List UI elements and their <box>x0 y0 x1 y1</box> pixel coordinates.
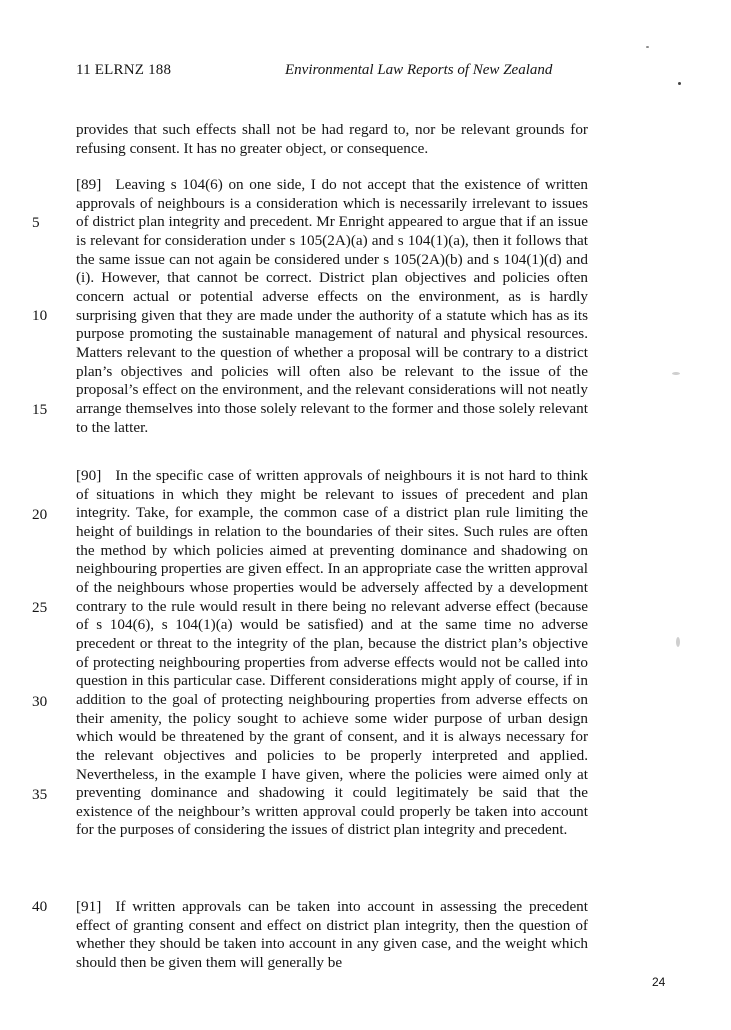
line-number: 15 <box>32 401 48 418</box>
paragraph-text: If written approvals can be taken into account in assessing the precedent effect of granting consent and effect on district plan integrity, then the question of whether they should be taken into account in any given case, and the weight which should then be given them will generally be <box>76 898 588 971</box>
report-citation: 11 ELRNZ 188 <box>76 62 172 78</box>
paragraph-89 <box>76 176 588 437</box>
line-number: 25 <box>32 599 48 616</box>
line-number: 40 <box>32 898 48 915</box>
paragraph-number: [91] <box>76 898 102 915</box>
line-number: 5 <box>32 214 40 231</box>
page-number: 24 <box>652 975 666 989</box>
paragraph-continuation <box>76 121 588 158</box>
paragraph-text: Leaving s 104(6) on one side, I do not accept that the existence of written approvals of neighbours is a consideration which is necessarily irrelevant to issues of district plan integrity and precedent. Mr Enright appeared to argue that if an issue is relevant for consideration under s 105(2A)(a) and s 104(1)(a), then it follows that the same issue can not again be considered under s 105(2A)(b) and s 104(1)(d) and (i). However, that cannot be correct. District plan objectives and policies often concern actual or potential adverse effects on the environment, as is hardly surprising given that they are made under the authority of a statute which has as its purpose promoting the sustainable management of natural and physical resources. Matters relevant to the question of whether a proposal will be contrary to a district plan’s objectives and policies will often also be relevant to the issue of the proposal’s effect on the environment, and the relevant considerations will not neatly arrange themselves into those solely relevant to the former and those solely relevant to the latter. <box>76 176 588 436</box>
scan-speck <box>676 637 680 647</box>
line-number: 35 <box>32 786 48 803</box>
line-number: 10 <box>32 307 48 324</box>
paragraph-90 <box>76 467 588 840</box>
paragraph-number: [90] <box>76 467 102 484</box>
paragraph-number: [89] <box>76 176 102 193</box>
scan-speck <box>672 372 680 375</box>
paragraph-91 <box>76 898 588 973</box>
scan-speck <box>678 82 681 85</box>
publication-title: Environmental Law Reports of New Zealand <box>285 62 553 78</box>
paragraph-text: In the specific case of written approvals of neighbours it is not hard to think of situations in which they might be relevant to issues of precedent and plan integrity. Take, for example, the common case of a district plan rule limiting the height of buildings in relation to the boundaries of their sites. Such rules are often the method by which policies aimed at preventing dominance and shadowing on neighbouring properties are given effect. In an appropriate case the written approval of the neighbours whose properties would be adversely affected by a development contrary to the rule would result in there being no relevant adverse effect (because of s 104(6), s 104(1)(a) would be satisfied) and at the same time no adverse precedent or threat to the integrity of the plan, because the district plan’s objective of protecting neighbouring properties from adverse effects would not be called into question in this particular case. Different considerations might apply of course, if in addition to the goal of protecting neighbouring properties from adverse effects on their amenity, the policy sought to achieve some wider purpose of urban design which would be threatened by the grant of consent, and it is always necessary for the relevant objectives and policies to be properly interpreted and applied. Nevertheless, in the example I have given, where the policies were aimed only at preventing dominance and shadowing it could legitimately be said that the existence of the neighbour’s written approval could properly be taken into account for the purposes of considering the issues of district plan integrity and precedent. <box>76 467 588 839</box>
line-number: 20 <box>32 506 48 523</box>
scan-speck <box>646 46 649 48</box>
line-number: 30 <box>32 693 48 710</box>
paragraph-text: provides that such effects shall not be had regard to, nor be relevant grounds for refusing consent. It has no greater object, or consequence. <box>76 121 588 157</box>
